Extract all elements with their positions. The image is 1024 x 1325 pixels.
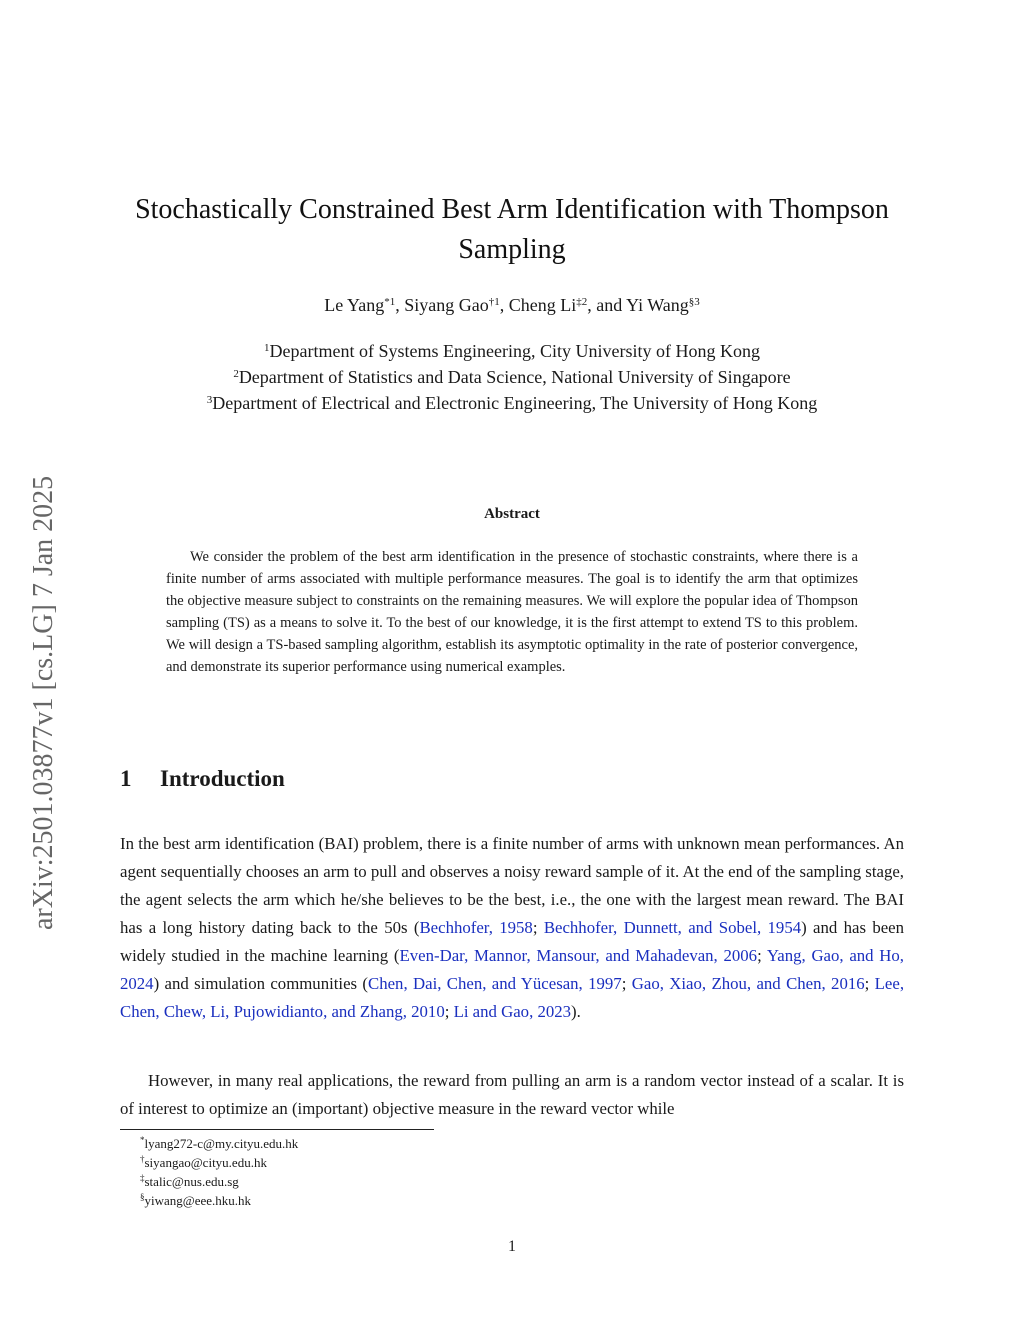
- section-title: Introduction: [160, 766, 285, 791]
- author-separator: , and: [587, 295, 627, 315]
- author-separator: ,: [499, 295, 509, 315]
- abstract-heading: Abstract: [484, 506, 540, 522]
- author-name: Le Yang: [324, 295, 385, 315]
- footnote-email[interactable]: lyang272-c@my.cityu.edu.hk: [144, 1136, 299, 1151]
- footnote-item: [140, 1172, 298, 1191]
- footnote-mark: §: [140, 1192, 145, 1202]
- intro-paragraph-2: However, in many real applications, the reward from pulling an arm is a random vector instead of a scalar. It is of interest to optimize an (important) objective measure in the reward vector while: [120, 1071, 904, 1118]
- footnote-email[interactable]: stalic@nus.edu.sg: [144, 1174, 239, 1189]
- paragraph-text: ;: [757, 946, 767, 965]
- footnote-item: [140, 1153, 298, 1172]
- author-name: Cheng Li: [508, 295, 577, 315]
- affiliation-text: Department of Electrical and Electronic Engineering, The University of Hong Kong: [212, 393, 818, 413]
- paragraph-text: ;: [444, 1002, 454, 1021]
- citation-link[interactable]: Li and Gao, 2023: [453, 1002, 572, 1021]
- citation-link[interactable]: Chen, Dai, Chen, and Yücesan, 1997: [368, 974, 622, 993]
- affiliation-mark: 2: [233, 368, 239, 380]
- citation-link[interactable]: Even-Dar, Mannor, Mansour, and Mahadevan, 2006: [399, 946, 758, 965]
- citation-link[interactable]: Bechhofer, 1958: [419, 918, 533, 937]
- author-mark[interactable]: ‡2: [576, 296, 588, 308]
- author-name: Yi Wang: [626, 295, 689, 315]
- affiliation-list: [110, 338, 914, 416]
- paragraph-text: ;: [864, 974, 875, 993]
- paragraph-text: ).: [571, 1002, 581, 1021]
- paragraph-text: ;: [532, 918, 544, 937]
- section-heading: [120, 766, 285, 792]
- footnote-mark: ‡: [140, 1173, 145, 1183]
- affiliation-text: Department of Statistics and Data Science, National University of Singapore: [238, 367, 791, 387]
- affiliation-mark: 3: [206, 394, 213, 406]
- footnote-email[interactable]: yiwang@eee.hku.hk: [144, 1193, 252, 1208]
- footnote-list: [140, 1134, 298, 1210]
- citation-link[interactable]: Lee, Chen, Chew, Li, Pujowidianto, and Zhang, 2010: [120, 974, 905, 1021]
- arxiv-identifier-stamp[interactable]: arXiv:2501.03877v1 [cs.LG] 7 Jan 2025: [28, 475, 59, 930]
- author-separator: ,: [395, 295, 405, 315]
- intro-paragraph-1: [120, 830, 904, 1026]
- abstract-text: We consider the problem of the best arm identification in the presence of stochastic constraints, where there is a finite number of arms associated with multiple performance measures. The goal is to identify the arm that optimizes the objective measure subject to constraints on the remaining measures. We will explore the popular idea of Thompson sampling (TS) as a means to solve it. To the best of our knowledge, it is the first attempt to extend TS to this problem. We will design a TS-based sampling algorithm, establish its asymptotic optimality in the rate of posterior convergence, and demonstrate its superior performance using numerical examples.: [166, 549, 858, 675]
- author-mark[interactable]: †1: [488, 296, 500, 308]
- author-name: Siyang Gao: [404, 295, 489, 315]
- affiliation-item: [110, 390, 914, 416]
- affiliation-item: [110, 338, 914, 364]
- footnote-divider: [120, 1129, 434, 1130]
- affiliation-item: [110, 364, 914, 390]
- section-number: 1: [120, 766, 132, 791]
- footnote-mark: *: [140, 1135, 145, 1145]
- footnote-mark: †: [140, 1154, 145, 1164]
- author-list: [110, 292, 914, 318]
- paragraph-text: In the best arm identification (BAI) problem, there is a finite number of arms with unknown mean performances. An agent sequentially chooses an arm to pull and observes a noisy reward sample of it. At the end of the sampling stage, the agent selects the arm which he/she believes to be the best, i.e., the one with the largest mean reward. The BAI has a long history dating back to the 50s (: [120, 834, 904, 937]
- paragraph-text: ;: [621, 974, 632, 993]
- footnote-item: [140, 1134, 298, 1153]
- citation-link[interactable]: Yang, Gao, and Ho, 2024: [120, 946, 904, 993]
- citation-link[interactable]: Bechhofer, Dunnett, and Sobel, 1954: [543, 918, 802, 937]
- author-mark[interactable]: *1: [384, 296, 396, 308]
- affiliation-mark: 1: [264, 342, 270, 354]
- paragraph-text: ) and simulation communities (: [153, 974, 369, 993]
- footnote-email[interactable]: siyangao@cityu.edu.hk: [144, 1155, 267, 1170]
- citation-link[interactable]: Gao, Xiao, Zhou, and Chen, 2016: [631, 974, 865, 993]
- page-number: 1: [508, 1238, 516, 1255]
- paragraph-text: ) and has been widely studied in the machine learning (: [120, 918, 905, 965]
- affiliation-text: Department of Systems Engineering, City University of Hong Kong: [269, 341, 760, 361]
- author-mark[interactable]: §3: [688, 296, 700, 308]
- paper-title: Stochastically Constrained Best Arm Identification with Thompson Sampling: [135, 194, 889, 265]
- footnote-item: [140, 1191, 298, 1210]
